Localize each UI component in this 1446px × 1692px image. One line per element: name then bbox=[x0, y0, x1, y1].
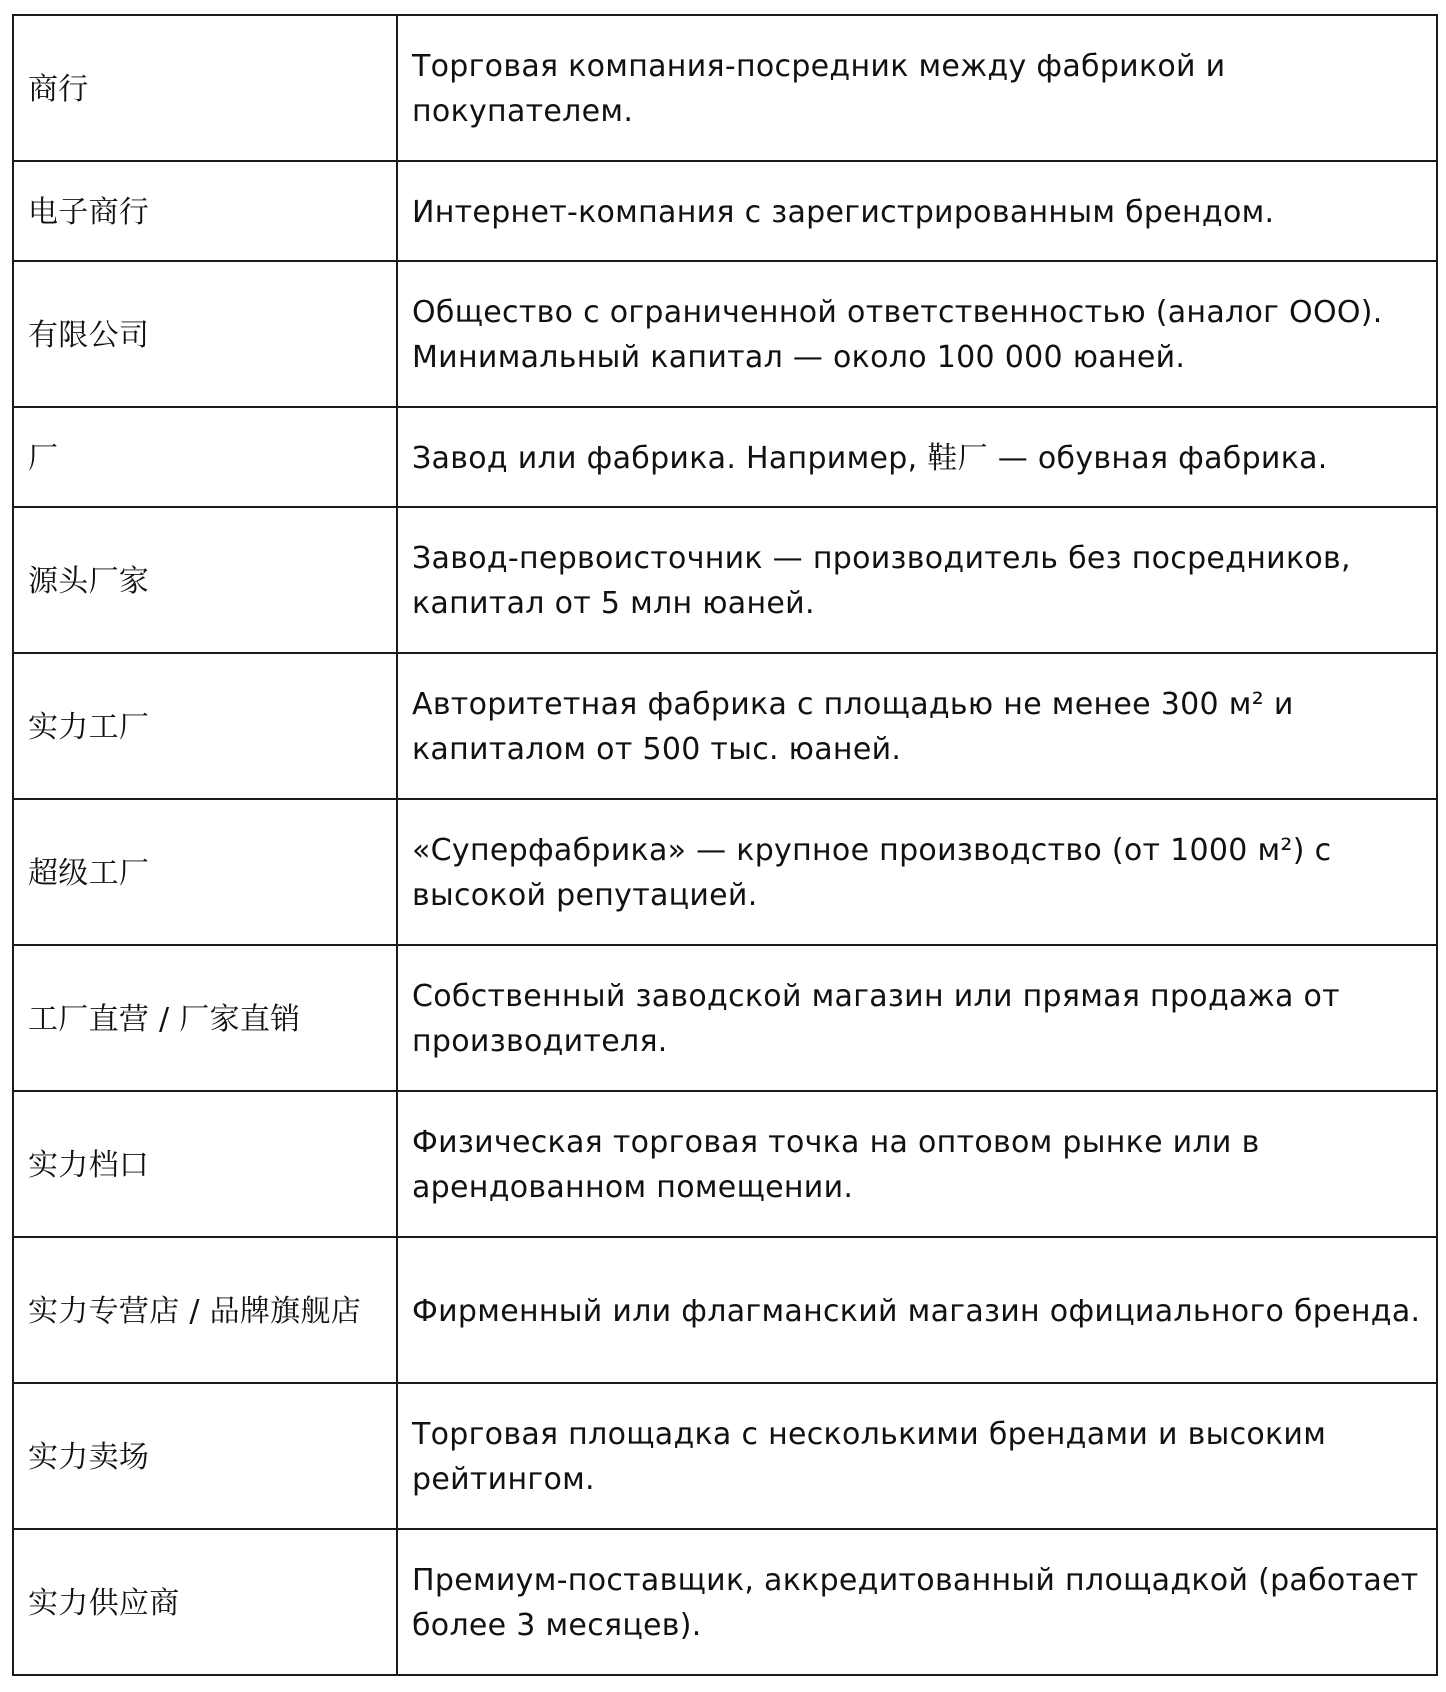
term-cell: 实力档口 bbox=[13, 1091, 397, 1237]
description-cell: Физическая торговая точка на оптовом рынке или в арендованном помещении. bbox=[397, 1091, 1437, 1237]
description-cell: Фирменный или флагманский магазин официального бренда. bbox=[397, 1237, 1437, 1383]
table-row bbox=[13, 1529, 1437, 1675]
term-cell: 有限公司 bbox=[13, 261, 397, 407]
term-cell: 电子商行 bbox=[13, 161, 397, 261]
table-row bbox=[13, 15, 1437, 161]
term-cell: 实力专营店 / 品牌旗舰店 bbox=[13, 1237, 397, 1383]
table-row bbox=[13, 799, 1437, 945]
glossary-table bbox=[12, 14, 1438, 1676]
description-cell: Торговая площадка с несколькими брендами и высоким рейтингом. bbox=[397, 1383, 1437, 1529]
description-cell: Торговая компания-посредник между фабрикой и покупателем. bbox=[397, 15, 1437, 161]
description-cell: Общество с ограниченной ответственностью (аналог ООО). Минимальный капитал — около 100 000 юаней. bbox=[397, 261, 1437, 407]
description-cell: Премиум-поставщик, аккредитованный площадкой (работает более 3 месяцев). bbox=[397, 1529, 1437, 1675]
term-cell: 厂 bbox=[13, 407, 397, 507]
description-cell: Интернет-компания с зарегистрированным брендом. bbox=[397, 161, 1437, 261]
table-row bbox=[13, 261, 1437, 407]
description-cell: Собственный заводской магазин или прямая продажа от производителя. bbox=[397, 945, 1437, 1091]
description-cell: «Суперфабрика» — крупное производство (от 1000 м²) с высокой репутацией. bbox=[397, 799, 1437, 945]
term-cell: 工厂直营 / 厂家直销 bbox=[13, 945, 397, 1091]
term-cell: 商行 bbox=[13, 15, 397, 161]
table-row bbox=[13, 945, 1437, 1091]
description-cell: Авторитетная фабрика с площадью не менее 300 м² и капиталом от 500 тыс. юаней. bbox=[397, 653, 1437, 799]
table-row bbox=[13, 507, 1437, 653]
table-row bbox=[13, 1091, 1437, 1237]
description-cell: Завод или фабрика. Например, 鞋厂 — обувная фабрика. bbox=[397, 407, 1437, 507]
table-row bbox=[13, 653, 1437, 799]
description-cell: Завод-первоисточник — производитель без посредников, капитал от 5 млн юаней. bbox=[397, 507, 1437, 653]
table-row bbox=[13, 407, 1437, 507]
term-cell: 实力工厂 bbox=[13, 653, 397, 799]
table-row bbox=[13, 1237, 1437, 1383]
table-row bbox=[13, 1383, 1437, 1529]
glossary-page bbox=[12, 14, 1436, 1676]
term-cell: 实力供应商 bbox=[13, 1529, 397, 1675]
term-cell: 源头厂家 bbox=[13, 507, 397, 653]
table-row bbox=[13, 161, 1437, 261]
term-cell: 实力卖场 bbox=[13, 1383, 397, 1529]
term-cell: 超级工厂 bbox=[13, 799, 397, 945]
